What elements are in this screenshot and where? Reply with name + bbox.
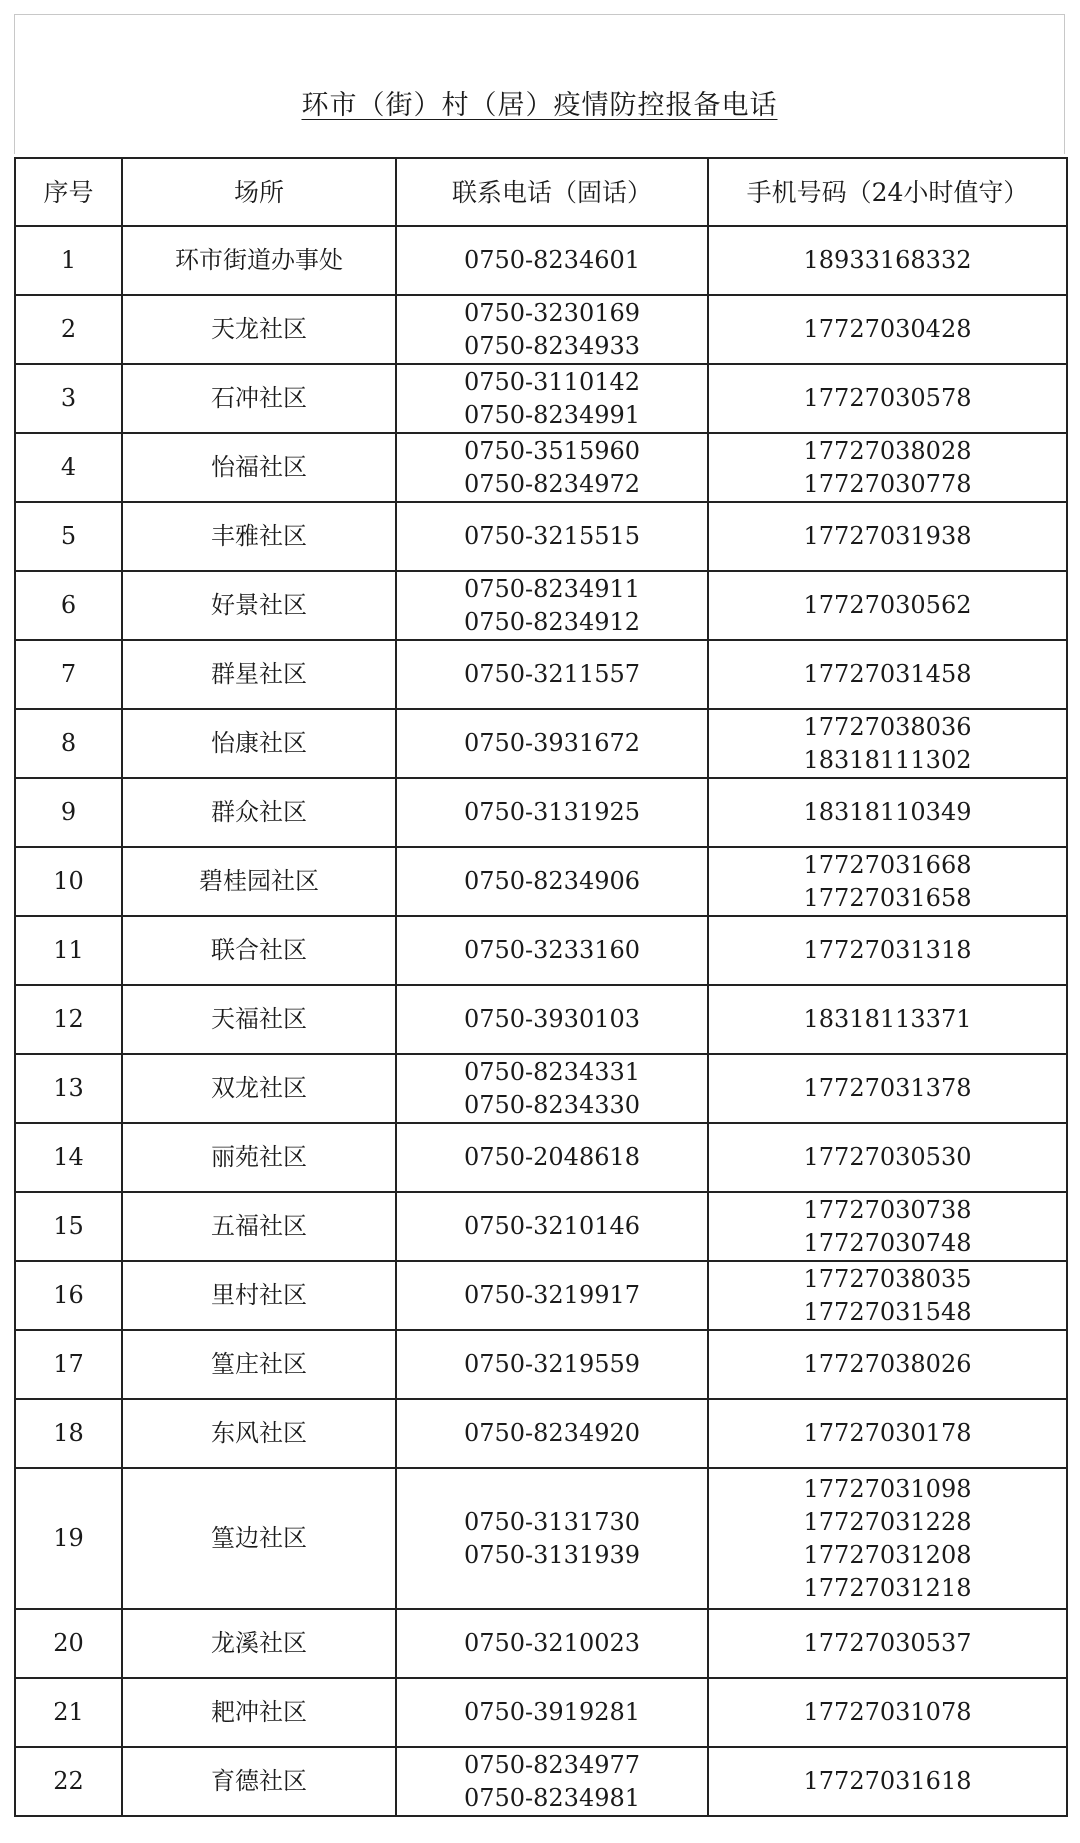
mobile-number: 17727031658 [803,883,972,912]
cell-mobile [708,1678,1067,1747]
landline-number: 0750-8234601 [463,246,641,274]
cell-index: 2 [15,295,122,364]
cell-landline [396,1399,708,1468]
table-row [15,1399,1067,1468]
landline-number: 0750-8234911 [463,574,641,603]
table-row [15,1609,1067,1678]
table-row [15,433,1067,502]
table-row [15,295,1067,364]
mobile-number: 17727030578 [803,384,972,412]
cell-place: 环市街道办事处 [122,226,396,295]
cell-index: 20 [15,1609,122,1678]
cell-mobile [708,1468,1067,1609]
landline-number: 0750-3919281 [463,1698,641,1726]
landline-number: 0750-3230169 [463,298,641,327]
cell-place: 育德社区 [122,1747,396,1816]
mobile-number: 18933168332 [803,246,972,274]
cell-landline [396,778,708,847]
cell-mobile [708,1054,1067,1123]
cell-place: 好景社区 [122,571,396,640]
table-row [15,1261,1067,1330]
cell-place: 里村社区 [122,1261,396,1330]
cell-mobile [708,1399,1067,1468]
cell-index: 5 [15,502,122,571]
cell-place: 联合社区 [122,916,396,985]
landline-number: 0750-8234906 [463,867,641,895]
cell-index: 6 [15,571,122,640]
cell-mobile [708,1747,1067,1816]
cell-index: 15 [15,1192,122,1261]
table-row [15,640,1067,709]
cell-mobile [708,1330,1067,1399]
cell-place: 群众社区 [122,778,396,847]
cell-place: 石冲社区 [122,364,396,433]
cell-landline [396,916,708,985]
mobile-number: 17727030738 [803,1195,972,1224]
landline-number: 0750-3131730 [463,1507,641,1536]
cell-place: 怡康社区 [122,709,396,778]
cell-index: 7 [15,640,122,709]
table-row [15,778,1067,847]
landline-number: 0750-3215515 [463,522,641,550]
table-row [15,1678,1067,1747]
mobile-number: 17727030778 [803,469,972,498]
mobile-number: 17727031618 [803,1767,972,1795]
landline-number: 0750-8234912 [463,607,641,636]
contact-table [14,157,1068,1817]
landline-number: 0750-3131925 [463,798,641,826]
landline-number: 0750-3110142 [463,367,641,396]
title-box [14,14,1065,154]
table-header-row [15,158,1067,226]
landline-number: 0750-8234330 [463,1090,641,1119]
landline-number: 0750-3233160 [463,936,641,964]
cell-landline [396,847,708,916]
cell-landline [396,433,708,502]
cell-landline [396,1609,708,1678]
cell-place: 篁庄社区 [122,1330,396,1399]
landline-number: 0750-8234933 [463,331,641,360]
cell-index: 18 [15,1399,122,1468]
landline-number: 0750-8234991 [463,400,641,429]
mobile-number: 17727031078 [803,1698,972,1726]
cell-landline [396,1054,708,1123]
mobile-number: 18318111302 [803,745,972,774]
cell-place: 篁边社区 [122,1468,396,1609]
cell-landline [396,1747,708,1816]
landline-number: 0750-8234972 [463,469,641,498]
cell-landline [396,502,708,571]
cell-index: 21 [15,1678,122,1747]
cell-index: 13 [15,1054,122,1123]
table-row [15,1468,1067,1609]
cell-place: 龙溪社区 [122,1609,396,1678]
landline-number: 0750-3931672 [463,729,641,757]
mobile-number: 17727031458 [803,660,972,688]
landline-number: 0750-3515960 [463,436,641,465]
mobile-number: 17727030178 [803,1419,972,1447]
cell-mobile [708,1261,1067,1330]
mobile-number: 17727031228 [803,1507,972,1536]
cell-landline [396,295,708,364]
landline-number: 0750-3930103 [463,1005,641,1033]
mobile-number: 18318113371 [803,1005,972,1033]
cell-mobile [708,640,1067,709]
cell-mobile [708,433,1067,502]
cell-place: 怡福社区 [122,433,396,502]
cell-mobile [708,364,1067,433]
cell-index: 16 [15,1261,122,1330]
mobile-number: 17727031218 [803,1573,972,1602]
landline-number: 0750-3219559 [463,1350,641,1378]
landline-number: 0750-3219917 [463,1281,641,1309]
cell-index: 4 [15,433,122,502]
cell-landline [396,985,708,1054]
cell-index: 11 [15,916,122,985]
cell-place: 东风社区 [122,1399,396,1468]
cell-landline [396,226,708,295]
mobile-number: 17727030530 [803,1143,972,1171]
table-body [15,226,1067,1816]
cell-index: 19 [15,1468,122,1609]
header-landline: 联系电话（固话） [396,158,708,226]
cell-place: 天龙社区 [122,295,396,364]
table-row [15,1747,1067,1816]
header-mobile: 手机号码（24小时值守） [708,158,1067,226]
mobile-number: 17727031378 [803,1074,972,1102]
mobile-number: 17727030748 [803,1228,972,1257]
cell-mobile [708,502,1067,571]
header-place: 场所 [122,158,396,226]
table-row [15,1192,1067,1261]
mobile-number: 17727031208 [803,1540,972,1569]
cell-place: 双龙社区 [122,1054,396,1123]
landline-number: 0750-8234920 [463,1419,641,1447]
cell-place: 群星社区 [122,640,396,709]
cell-landline [396,709,708,778]
table-row [15,502,1067,571]
landline-number: 0750-3211557 [463,660,641,688]
landline-number: 0750-8234977 [463,1750,641,1779]
cell-mobile [708,778,1067,847]
page-title: 环市（街）村（居）疫情防控报备电话 [301,90,778,121]
cell-landline [396,1123,708,1192]
mobile-number: 17727030562 [803,591,972,619]
cell-mobile [708,709,1067,778]
cell-mobile [708,571,1067,640]
cell-place: 天福社区 [122,985,396,1054]
cell-index: 9 [15,778,122,847]
table-row [15,226,1067,295]
cell-mobile [708,1609,1067,1678]
cell-place: 丰雅社区 [122,502,396,571]
table-row [15,571,1067,640]
cell-index: 17 [15,1330,122,1399]
cell-mobile [708,1123,1067,1192]
table-row [15,364,1067,433]
mobile-number: 17727031318 [803,936,972,964]
table-row [15,847,1067,916]
cell-place: 碧桂园社区 [122,847,396,916]
cell-landline [396,1330,708,1399]
mobile-number: 17727038035 [803,1264,972,1293]
landline-number: 0750-8234331 [463,1057,641,1086]
cell-index: 22 [15,1747,122,1816]
header-index: 序号 [15,158,122,226]
cell-mobile [708,916,1067,985]
table-row [15,985,1067,1054]
mobile-number: 17727030537 [803,1629,972,1657]
landline-number: 0750-2048618 [463,1143,641,1171]
cell-mobile [708,985,1067,1054]
table-row [15,1330,1067,1399]
landline-number: 0750-3210023 [463,1629,641,1657]
table-row [15,709,1067,778]
mobile-number: 17727031668 [803,850,972,879]
mobile-number: 17727031938 [803,522,972,550]
table-row [15,1123,1067,1192]
cell-landline [396,1468,708,1609]
cell-mobile [708,1192,1067,1261]
mobile-number: 17727031098 [803,1474,972,1503]
cell-landline [396,1261,708,1330]
landline-number: 0750-3131939 [463,1540,641,1569]
cell-mobile [708,226,1067,295]
cell-index: 10 [15,847,122,916]
table-row [15,916,1067,985]
mobile-number: 17727038026 [803,1350,972,1378]
cell-mobile [708,295,1067,364]
mobile-number: 17727030428 [803,315,972,343]
cell-place: 丽苑社区 [122,1123,396,1192]
cell-index: 8 [15,709,122,778]
cell-index: 1 [15,226,122,295]
table-row [15,1054,1067,1123]
cell-index: 3 [15,364,122,433]
cell-mobile [708,847,1067,916]
cell-landline [396,364,708,433]
cell-index: 12 [15,985,122,1054]
cell-landline [396,571,708,640]
landline-number: 0750-8234981 [463,1783,641,1812]
mobile-number: 17727038028 [803,436,972,465]
cell-place: 五福社区 [122,1192,396,1261]
cell-landline [396,1678,708,1747]
landline-number: 0750-3210146 [463,1212,641,1240]
mobile-number: 18318110349 [803,798,972,826]
cell-place: 耙冲社区 [122,1678,396,1747]
cell-landline [396,1192,708,1261]
cell-index: 14 [15,1123,122,1192]
mobile-number: 17727038036 [803,712,972,741]
mobile-number: 17727031548 [803,1297,972,1326]
cell-landline [396,640,708,709]
